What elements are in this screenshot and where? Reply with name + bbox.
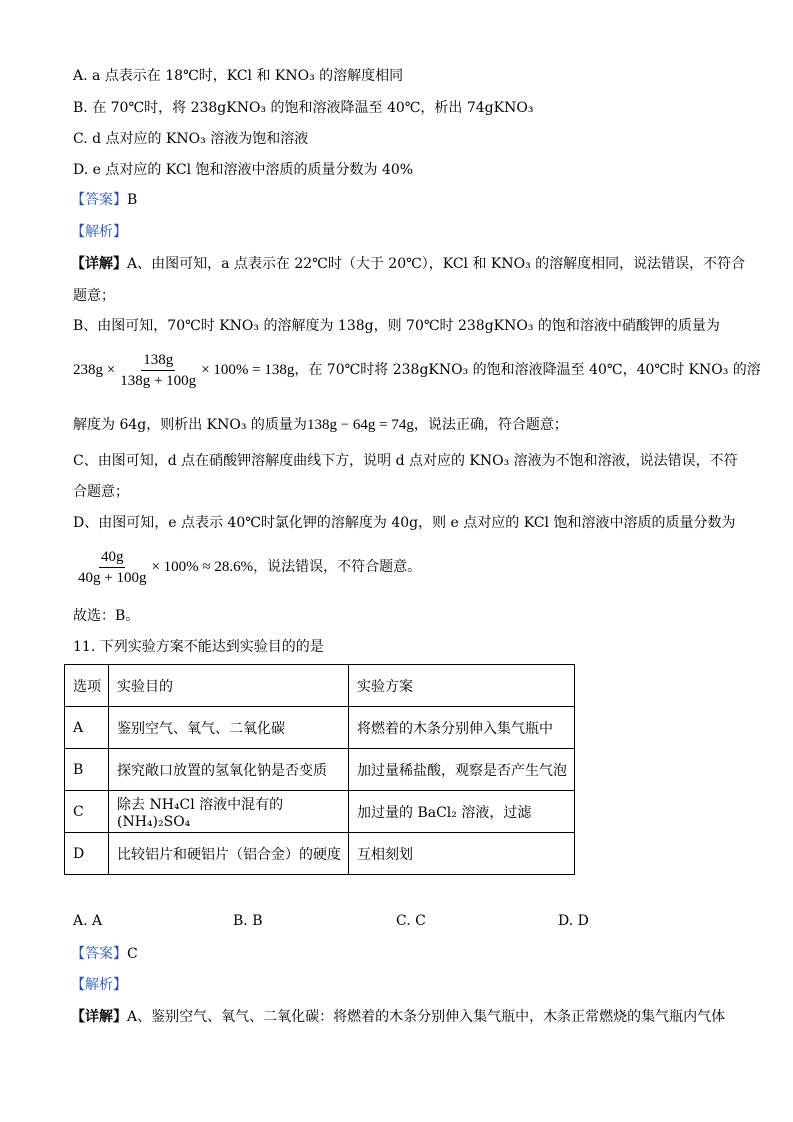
detail-c-line1: C、由图可知，d 点在硝酸钾溶解度曲线下方，说明 d 点对应的 KNO₃ 溶液为不饱和溶液，说法错误，不符 [73,453,738,469]
detail-q11-line1 [71,1007,725,1027]
option-b: B. 在 70℃时，将 238gKNO₃ 的饱和溶液降温至 40℃，析出 74gKNO₃ [73,100,534,116]
detail-tag: 【详解】 [71,256,127,272]
detail-b-line1: B、由图可知，70℃时 KNO₃ 的溶解度为 138g，则 70℃时 238gKNO₃ 的饱和溶液中硝酸钾的质量为 [73,318,720,334]
table-header-cell: 选项 [65,665,109,707]
table-cell: 互相刻划 [349,833,575,875]
option-a: A. a 点表示在 18℃时，KCl 和 KNO₃ 的溶解度相同 [73,68,404,84]
answer-tag: 【答案】 [71,946,127,962]
table-row [65,833,575,875]
table-cell: A [65,707,109,749]
choice-c: C. C [396,913,426,929]
table-cell: C [65,791,109,833]
conclusion: 故选：B。 [73,608,140,624]
answer-value: C [127,946,138,962]
detail-tag: 【详解】 [71,1009,127,1025]
analysis-tag: 【解析】 [71,224,127,240]
formula-tail: × 100% = 138g [201,362,295,378]
table-header-row [65,665,575,707]
table-cell: 将燃着的木条分别伸入集气瓶中 [349,707,575,749]
detail-d-line2: ，说法错误，不符合题意。 [253,559,422,575]
detail-a-line1 [71,254,745,274]
fraction-numerator: 138g [141,351,175,371]
detail-q11-text: A、鉴别空气、氧气、二氧化碳：将燃着的木条分别伸入集气瓶中，木条正常燃烧的集气瓶内气体 [127,1009,726,1025]
option-d: D. e 点对应的 KCl 饱和溶液中溶质的质量分数为 40% [73,162,414,178]
choice-b: B. B [233,913,263,929]
detail-b-line3-math: 138g − 64g = 74g [306,417,414,433]
answer-tag: 【答案】 [71,192,127,208]
formula-lead: 238g × [73,362,116,378]
fraction [118,351,198,390]
table-header-cell: 实验方案 [349,665,575,707]
analysis-tag-q11: 【解析】 [71,977,127,993]
fraction-denominator: 138g + 100g [120,372,197,389]
answer-line [71,190,137,210]
detail-b-line3-pre: 解度为 64g，则析出 KNO₃ 的质量为 [73,417,307,433]
choice-d: D. D [558,913,589,929]
table-row [65,707,575,749]
table-cell: 加过量的 BaCl₂ 溶液，过滤 [349,791,575,833]
detail-b-line3-post: ，说法正确，符合题意； [413,417,568,433]
detail-d-line1: D、由图可知，e 点表示 40℃时氯化钾的溶解度为 40g，则 e 点对应的 KCl 饱和溶液中溶质的质量分数为 [73,515,736,531]
table-cell: 比较铝片和硬铝片（铝合金）的硬度 [109,833,349,875]
detail-b-formula-line [73,350,761,390]
table-cell: D [65,833,109,875]
fraction [76,548,148,587]
detail-a-text: A、由图可知，a 点表示在 22℃时（大于 20℃），KCl 和 KNO₃ 的溶解度相同，说法错误，不符合 [127,256,746,272]
table-cell: B [65,749,109,791]
table-row [65,749,575,791]
detail-a-line2: 题意； [73,288,115,304]
option-c: C. d 点对应的 KNO₃ 溶液为饱和溶液 [73,131,309,147]
detail-c-line2: 合题意； [73,484,129,500]
detail-b-line3 [73,415,568,435]
table-cell: 加过量稀盐酸，观察是否产生气泡 [349,749,575,791]
answer-line-q11 [71,944,138,964]
formula-tail: × 100% ≈ 28.6% [151,559,254,575]
choice-a: A. A [73,913,103,929]
experiment-table [64,664,575,875]
table-header-cell: 实验目的 [109,665,349,707]
table-cell: 除去 NH₄Cl 溶液中混有的(NH₄)₂SO₄ [109,791,349,833]
detail-b-line2: ，在 70℃时将 238gKNO₃ 的饱和溶液降温至 40℃，40℃时 KNO₃ 的溶 [294,362,761,378]
question-11-stem: 11. 下列实验方案不能达到实验目的的是 [73,639,324,655]
detail-d-formula-line [73,547,421,587]
table-cell: 鉴别空气、氧气、二氧化碳 [109,707,349,749]
table-row [65,791,575,833]
table-cell: 探究敞口放置的氢氧化钠是否变质 [109,749,349,791]
fraction-numerator: 40g [99,548,126,568]
fraction-denominator: 40g + 100g [78,569,147,586]
answer-value: B [127,192,138,208]
